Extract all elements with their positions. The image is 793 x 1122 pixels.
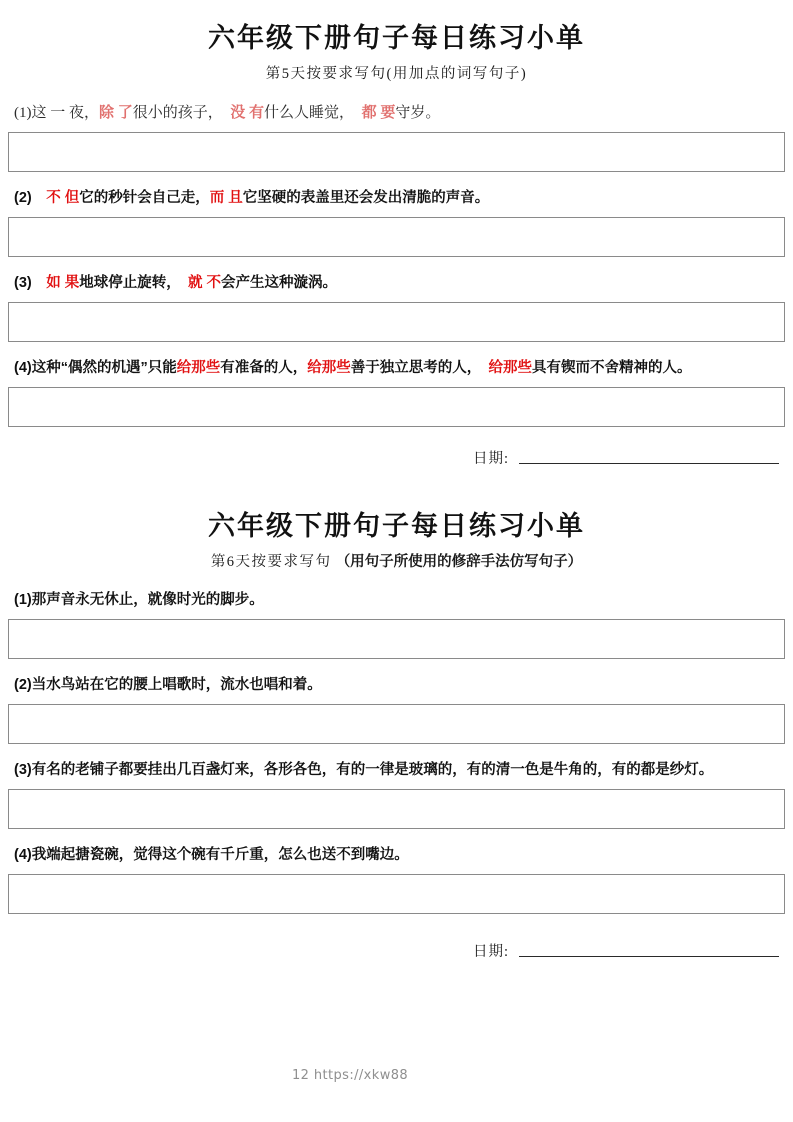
question-segment-highlight: 不 但	[46, 190, 80, 207]
question-segment-highlight: 没 有	[230, 105, 265, 122]
question-segment: 善于独立思考的人，	[350, 360, 489, 377]
question-segment: 地球停止旋转，	[79, 275, 189, 292]
question-segment: 有准备的人，	[220, 360, 308, 377]
question-block	[0, 354, 793, 427]
subtitle-instruction: (用加点的词写句子)	[386, 65, 528, 82]
answer-box[interactable]	[8, 874, 785, 914]
answer-box[interactable]	[8, 132, 785, 172]
question-block	[0, 184, 793, 257]
question-segment: 守岁。	[395, 105, 441, 122]
question-segment: (4)这种“偶然的机遇”只能	[14, 360, 177, 377]
section-divider	[0, 468, 793, 510]
answer-box[interactable]	[8, 387, 785, 427]
question-segment: 具有锲而不舍精神的人。	[531, 360, 692, 377]
question-segment: (1)这 一 夜，	[14, 105, 99, 122]
question-text	[0, 354, 793, 383]
question-segment: 很小的孩子，	[132, 105, 231, 122]
worksheet-title-day6: 六年级下册句子每日练习小单	[208, 511, 585, 542]
question-segment-highlight: 都 要	[361, 105, 396, 122]
question-segment: 它的秒针会自己走，	[79, 190, 210, 207]
question-segment: 它坚硬的表盖里还会发出清脆的声音。	[242, 190, 490, 207]
watermark-text: 12 https://xkw88	[292, 1068, 409, 1083]
date-row	[0, 940, 793, 961]
answer-box[interactable]	[8, 217, 785, 257]
subtitle-day-label: 第6天按要求写句	[210, 553, 332, 570]
question-block	[0, 98, 793, 172]
question-segment-highlight: 如 果	[46, 275, 80, 292]
question-segment: (3)	[14, 275, 47, 292]
question-segment-highlight: 除 了	[99, 105, 133, 122]
question-text: (1)那声音永无休止，就像时光的脚步。	[14, 592, 264, 609]
question-text	[0, 98, 793, 128]
worksheet-title-day5: 六年级下册句子每日练习小单	[208, 23, 585, 53]
worksheet-day5	[0, 0, 793, 468]
date-row	[0, 447, 793, 468]
question-segment-highlight: 而 且	[209, 190, 243, 207]
question-segment: (2)	[14, 190, 47, 207]
answer-box[interactable]	[8, 302, 785, 342]
answer-box[interactable]	[8, 704, 785, 744]
question-text	[0, 184, 793, 213]
answer-box[interactable]	[8, 789, 785, 829]
question-segment-highlight: 给那些	[307, 360, 351, 377]
answer-box[interactable]	[8, 619, 785, 659]
question-text: (3)有名的老铺子都要挂出几百盏灯来，各形各色，有的一律是玻璃的，有的清一色是牛角的，有的都是纱灯。	[14, 762, 714, 779]
question-text: (2)当水鸟站在它的腰上唱歌时，流水也唱和着。	[14, 677, 322, 694]
worksheet-subtitle-day5	[0, 64, 793, 84]
question-block	[0, 756, 793, 829]
question-text: (4)我端起搪瓷碗，觉得这个碗有千斤重，怎么也送不到嘴边。	[14, 847, 409, 864]
question-block	[0, 671, 793, 744]
worksheet-day6	[0, 510, 793, 961]
question-segment-highlight: 给那些	[176, 360, 221, 377]
question-segment: 什么人睡觉，	[264, 105, 362, 122]
question-block	[0, 586, 793, 659]
subtitle-day-label: 第5天按要求写句	[265, 65, 387, 82]
question-segment-highlight: 就 不	[188, 275, 222, 292]
worksheet-subtitle-day6	[0, 552, 793, 572]
question-segment: 会产生这种漩涡。	[221, 275, 338, 292]
date-label: 日期:	[472, 944, 509, 961]
date-write-line[interactable]	[519, 462, 779, 464]
date-write-line[interactable]	[519, 955, 779, 957]
subtitle-instruction: （用句子所使用的修辞手法仿写句子）	[335, 553, 583, 570]
question-text	[0, 269, 793, 298]
date-label: 日期:	[472, 451, 509, 468]
question-block	[0, 841, 793, 914]
question-block	[0, 269, 793, 342]
question-segment-highlight: 给那些	[488, 360, 532, 377]
